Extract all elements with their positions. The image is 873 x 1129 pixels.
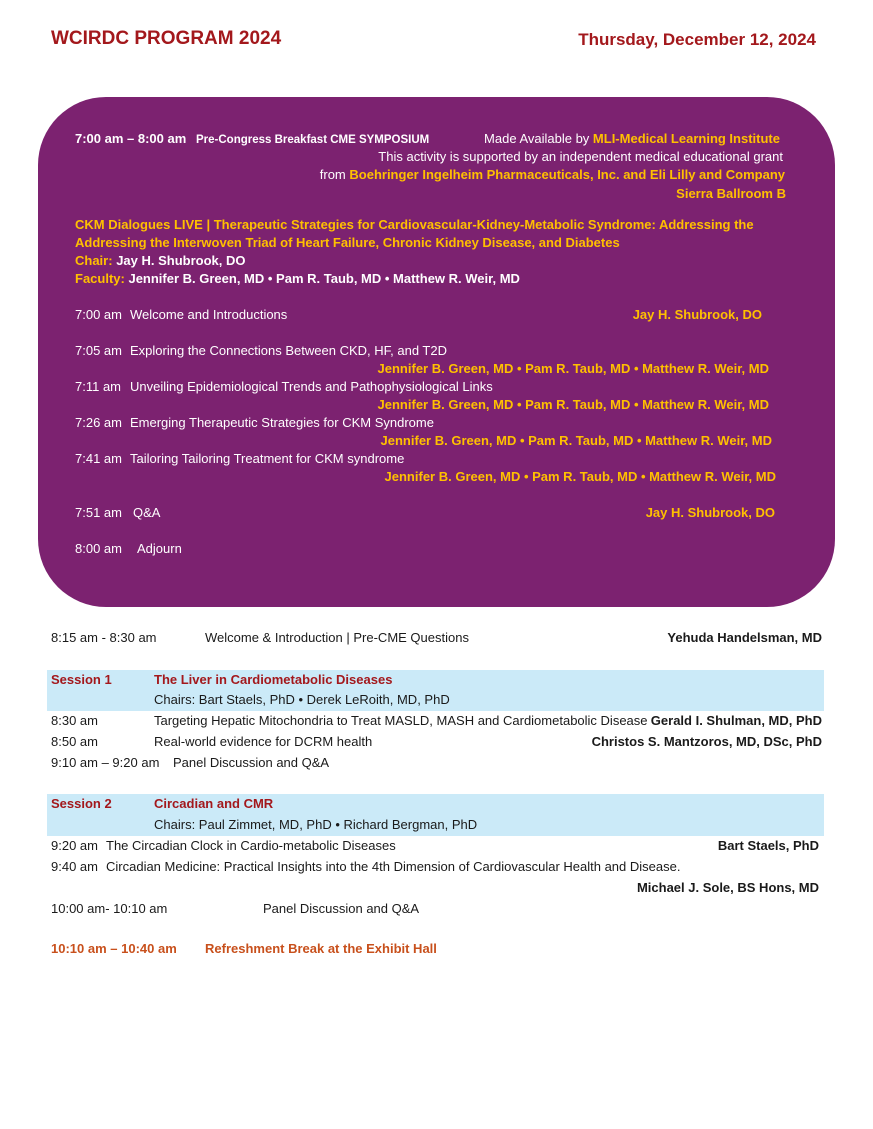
agenda-time: 7:41 am [75, 451, 122, 466]
agenda-title: Q&A [133, 505, 161, 520]
chair-sep: : [108, 253, 113, 268]
session2-item-speaker: Michael J. Sole, BS Hons, MD [636, 880, 819, 895]
made-available-org: MLI-Medical Learning Institute [592, 131, 780, 146]
agenda-speaker: Jay H. Shubrook, DO [645, 505, 775, 520]
page-date: Thursday, December 12, 2024 [578, 30, 816, 49]
agenda-time: 7:05 am [75, 343, 122, 358]
symposium-title-line1: CKM Dialogues LIVE | Therapeutic Strategies for Cardiovascular-Kidney-Metabolic Syndrome: Addressing the [75, 217, 754, 232]
session1-item-speaker: Gerald I. Shulman, MD, PhD [650, 713, 822, 728]
agenda-speaker: Jennifer B. Green, MD • Pam R. Taub, MD • Matthew R. Weir, MD [377, 361, 769, 376]
session2-chairs: Chairs: Paul Zimmet, MD, PhD • Richard Bergman, PhD [154, 817, 478, 832]
break-time: 10:10 am – 10:40 am [51, 941, 177, 956]
welcome-time: 8:15 am - 8:30 am [51, 630, 157, 645]
symposium-room: Sierra Ballroom B [676, 186, 786, 201]
agenda-title: Adjourn [137, 541, 182, 556]
session2-panel-time: 10:00 am- 10:10 am [51, 901, 168, 916]
grant-from-org: Boehringer Ingelheim Pharmaceuticals, Inc. and Eli Lilly and Company [349, 167, 785, 182]
welcome-title: Welcome & Introduction | Pre-CME Questions [205, 630, 469, 645]
made-available-line [484, 131, 780, 147]
agenda-title: Exploring the Connections Between CKD, HF, and T2D [130, 343, 447, 358]
agenda-time: 7:00 am [75, 307, 122, 322]
agenda-time: 8:00 am [75, 541, 122, 556]
symposium-title-line2: Addressing the Interwoven Triad of Heart Failure, Chronic Kidney Disease, and Diabetes [75, 235, 620, 250]
agenda-time: 7:51 am [75, 505, 122, 520]
support-line: This activity is supported by an independent medical educational grant [378, 149, 783, 164]
session2-item-time: 9:20 am [51, 838, 98, 853]
session1-title: The Liver in Cardiometabolic Diseases [154, 672, 393, 687]
session1-item-title: Targeting Hepatic Mitochondria to Treat MASLD, MASH and Cardiometabolic Disease [154, 713, 648, 728]
agenda-speaker: Jennifer B. Green, MD • Pam R. Taub, MD • Matthew R. Weir, MD [377, 397, 769, 412]
session2-item-title: The Circadian Clock in Cardio-metabolic Diseases [106, 838, 396, 853]
chair-name: Jay H. Shubrook, DO [116, 253, 246, 268]
session2-panel-title: Panel Discussion and Q&A [263, 901, 420, 916]
symposium-time: 7:00 am – 8:00 am [75, 131, 187, 146]
grant-from-line [320, 167, 785, 183]
break-title: Refreshment Break at the Exhibit Hall [205, 941, 437, 956]
session2-item-title: Circadian Medicine: Practical Insights into the 4th Dimension of Cardiovascular Health and Disease. [106, 859, 681, 874]
agenda-speaker: Jay H. Shubrook, DO [632, 307, 762, 322]
session1-panel-time: 9:10 am – 9:20 am [51, 755, 160, 770]
symposium-type: Pre-Congress Breakfast CME SYMPOSIUM [196, 134, 430, 146]
agenda-speaker: Jennifer B. Green, MD • Pam R. Taub, MD • Matthew R. Weir, MD [384, 469, 776, 484]
session1-item-title: Real-world evidence for DCRM health [154, 734, 373, 749]
session2-item-time: 9:40 am [51, 859, 98, 874]
agenda-time: 7:26 am [75, 415, 122, 430]
session1-chairs: Chairs: Bart Staels, PhD • Derek LeRoith, MD, PhD [154, 692, 450, 707]
agenda-title: Unveiling Epidemiological Trends and Pathophysiological Links [130, 379, 493, 394]
session1-item-time: 8:50 am [51, 734, 98, 749]
agenda-title: Welcome and Introductions [130, 307, 288, 322]
faculty-label: Faculty: [75, 271, 125, 286]
agenda-title: Tailoring Tailoring Treatment for CKM syndrome [130, 451, 405, 466]
session2-item-speaker: Bart Staels, PhD [717, 838, 819, 853]
session2-title: Circadian and CMR [154, 796, 274, 811]
symposium-faculty [75, 271, 520, 287]
symposium-chair [75, 253, 246, 269]
chair-label: Chair [75, 253, 109, 268]
page-title: WCIRDC PROGRAM 2024 [51, 28, 282, 49]
agenda-title: Emerging Therapeutic Strategies for CKM Syndrome [130, 415, 434, 430]
symposium-panel [38, 97, 835, 607]
agenda-speaker: Jennifer B. Green, MD • Pam R. Taub, MD • Matthew R. Weir, MD [380, 433, 772, 448]
grant-from-prefix: from [319, 167, 350, 182]
session1-panel-title: Panel Discussion and Q&A [173, 755, 330, 770]
welcome-speaker: Yehuda Handelsman, MD [667, 630, 822, 645]
agenda-time: 7:11 am [75, 379, 122, 394]
faculty-names: Jennifer B. Green, MD • Pam R. Taub, MD • Matthew R. Weir, MD [128, 271, 520, 286]
made-available-prefix: Made Available by [484, 131, 593, 146]
session2-label: Session 2 [51, 796, 112, 811]
session1-label: Session 1 [51, 672, 112, 687]
session1-item-speaker: Christos S. Mantzoros, MD, DSc, PhD [591, 734, 822, 749]
session1-item-time: 8:30 am [51, 713, 98, 728]
